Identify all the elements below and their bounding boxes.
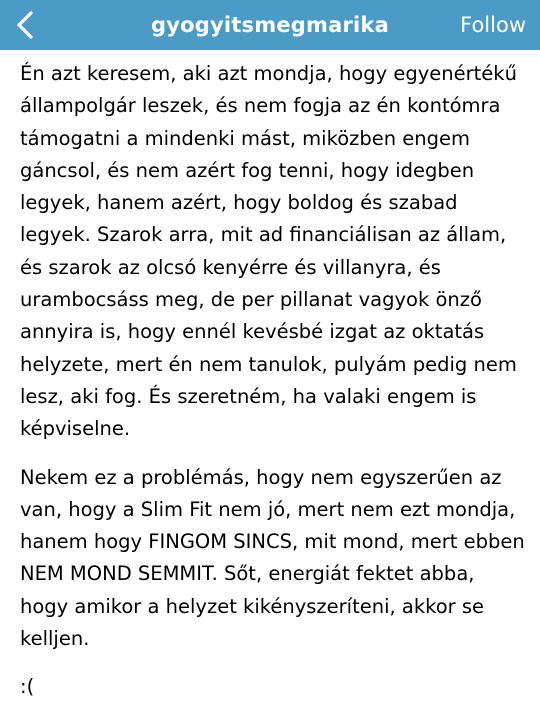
follow-button[interactable]: Follow	[460, 13, 526, 37]
post-body	[20, 58, 526, 720]
post-paragraph-2: Nekem ez a problémás, hogy nem egyszerűen az van, hogy a Slim Fit nem jó, mert nem ezt mondja, hanem hogy FINGOM SINCS, mit mond, mert ebben NEM MOND SEMMIT. Sőt, energiát fektet abba, hogy amikor a helyzet kikényszeríteni, akkor se kelljen.	[20, 465, 525, 651]
back-button[interactable]	[8, 6, 42, 44]
chevron-left-icon	[15, 10, 35, 40]
top-bar	[0, 0, 540, 50]
post-paragraph-1: Én azt keresem, aki azt mondja, hogy egyenértékű állampolgár leszek, és nem fogja az én kontómra támogatni a mindenki mást, miközben engem gáncsol, és nem azért fog tenni, hogy idegben legyek, hanem azért, hogy boldog és szabad legyek. Szarok arra, mit ad financiálisan az állam, és szarok az olcsó kenyérre és villanyra, és urambocsáss meg, de per pillanat vagyok önző annyira is, hogy ennél kevésbé izgat az oktatás helyzete, mert én nem tanulok, pulyám pedig nem lesz, aki fog. És szeretném, ha valaki engem is képviselne.	[20, 62, 517, 441]
blog-name: gyogyitsmegmarika	[151, 13, 389, 37]
post-paragraph-3: :(	[20, 675, 35, 699]
